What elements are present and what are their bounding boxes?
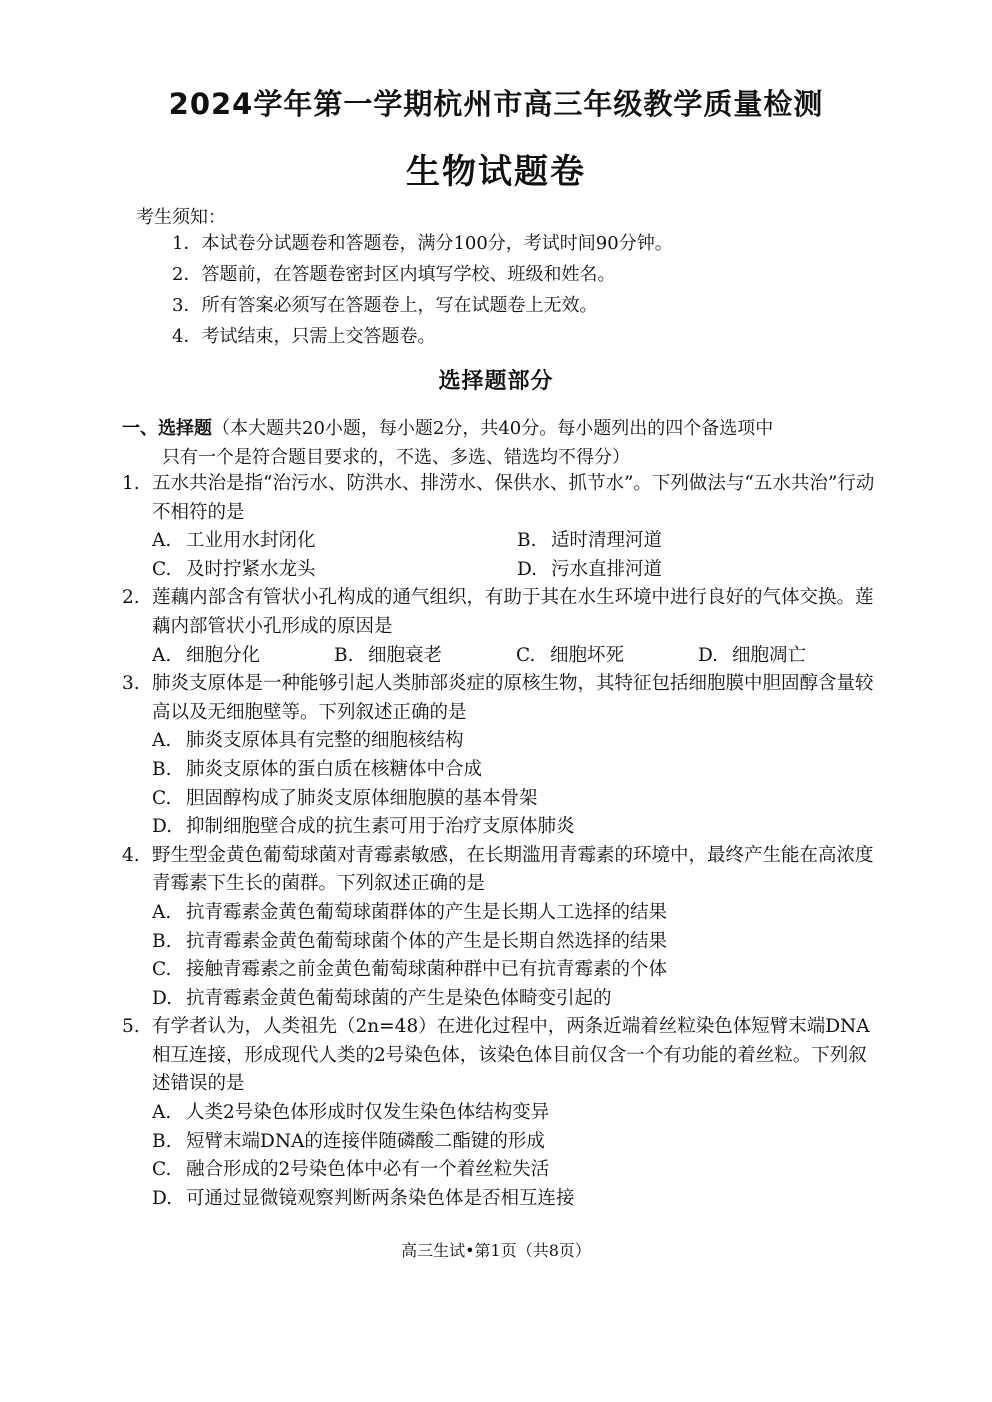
option-a: A. 肺炎支原体具有完整的细胞核结构 [152, 730, 464, 752]
page-footer: 高三生试•第1页（共8页） [401, 1241, 591, 1260]
option-a: A. 抗青霉素金黄色葡萄球菌群体的产生是长期人工选择的结果 [152, 901, 668, 923]
option-a: A. 细胞分化 [152, 644, 261, 666]
question-number: 4. [122, 844, 140, 866]
question-stem: 肺炎支原体是一种能够引起人类肺部炎症的原核生物，其特征包括细胞膜中胆固醇含量较高以及无细胞壁等。下列叙述正确的是 [152, 673, 874, 723]
question-5 [122, 1013, 882, 1213]
exam-title: 2024学年第一学期杭州市高三年级教学质量检测 [168, 87, 824, 121]
part-instruction-line2: 只有一个是符合题目要求的，不选、多选、错选均不得分） [162, 447, 630, 468]
option-d: D. 抑制细胞壁合成的抗生素可用于治疗支原体肺炎 [152, 816, 575, 838]
option-c: C. 融合形成的2号染色体中必有一个着丝粒失活 [152, 1159, 550, 1181]
notice-item: 4．考试结束，只需上交答题卷。 [172, 326, 436, 347]
notice-item: 2．答题前，在答题卷密封区内填写学校、班级和姓名。 [172, 264, 616, 285]
option-d: D. 细胞凋亡 [698, 644, 807, 666]
question-number: 3. [122, 673, 140, 695]
question-number: 5. [122, 1016, 140, 1038]
option-b: B. 抗青霉素金黄色葡萄球菌个体的产生是长期自然选择的结果 [152, 930, 668, 952]
question-1 [122, 470, 882, 584]
option-d: D. 抗青霉素金黄色葡萄球菌的产生是染色体畸变引起的 [152, 987, 612, 1009]
option-d: D. 可通过显微镜观察判断两条染色体是否相互连接 [152, 1187, 575, 1209]
notice-item: 3．所有答案必须写在答题卷上，写在试题卷上无效。 [172, 295, 598, 316]
part-label: 一、选择题 [122, 418, 212, 439]
option-c: C. 接触青霉素之前金黄色葡萄球菌种群中已有抗青霉素的个体 [152, 959, 668, 981]
option-b: B. 适时清理河道 [517, 530, 663, 552]
option-a: A. 工业用水封闭化 [152, 530, 316, 552]
option-c: C. 胆固醇构成了肺炎支原体细胞膜的基本骨架 [152, 787, 538, 809]
notice-list [172, 232, 673, 356]
question-number: 1. [122, 473, 140, 494]
option-d: D. 污水直排河道 [517, 558, 663, 580]
question-2 [122, 584, 882, 670]
question-number: 2. [122, 587, 140, 609]
option-b: B. 细胞衰老 [334, 644, 443, 666]
section-title: 选择题部分 [438, 369, 554, 394]
notice-item: 1．本试卷分试题卷和答题卷，满分100分，考试时间90分钟。 [172, 233, 673, 254]
option-b: B. 肺炎支原体的蛋白质在核糖体中合成 [152, 758, 483, 780]
question-3 [122, 670, 882, 842]
option-c: C. 细胞坏死 [516, 644, 625, 666]
question-stem: 莲藕内部含有管状小孔构成的通气组织，有助于其在水生环境中进行良好的气体交换。莲藕内部管状小孔形成的原因是 [152, 587, 874, 637]
option-b: B. 短臂末端DNA的连接伴随磷酸二酯键的形成 [152, 1130, 545, 1152]
option-c: C. 及时拧紧水龙头 [152, 558, 316, 580]
part-instruction-line1: （本大题共20小题，每小题2分，共40分。每小题列出的四个备选项中 [212, 418, 774, 439]
subject-title: 生物试题卷 [406, 152, 586, 192]
part-instructions [122, 414, 882, 472]
question-stem: 野生型金黄色葡萄球菌对青霉素敏感，在长期滥用青霉素的环境中，最终产生能在高浓度青霉素下生长的菌群。下列叙述正确的是 [152, 844, 874, 895]
question-stem: 有学者认为，人类祖先（2n=48）在进化过程中，两条近端着丝粒染色体短臂末端DNA相互连接，形成现代人类的2号染色体，该染色体目前仅含一个有功能的着丝粒。下列叙述错误的是 [152, 1016, 870, 1095]
question-list [122, 470, 882, 1213]
notice-heading: 考生须知： [136, 207, 226, 228]
question-4 [122, 842, 882, 1014]
option-a: A. 人类2号染色体形成时仅发生染色体结构变异 [152, 1102, 550, 1124]
question-stem: 五水共治是指“治污水、防洪水、排涝水、保供水、抓节水”。下列做法与“五水共治”行动不相符的是 [152, 473, 875, 523]
